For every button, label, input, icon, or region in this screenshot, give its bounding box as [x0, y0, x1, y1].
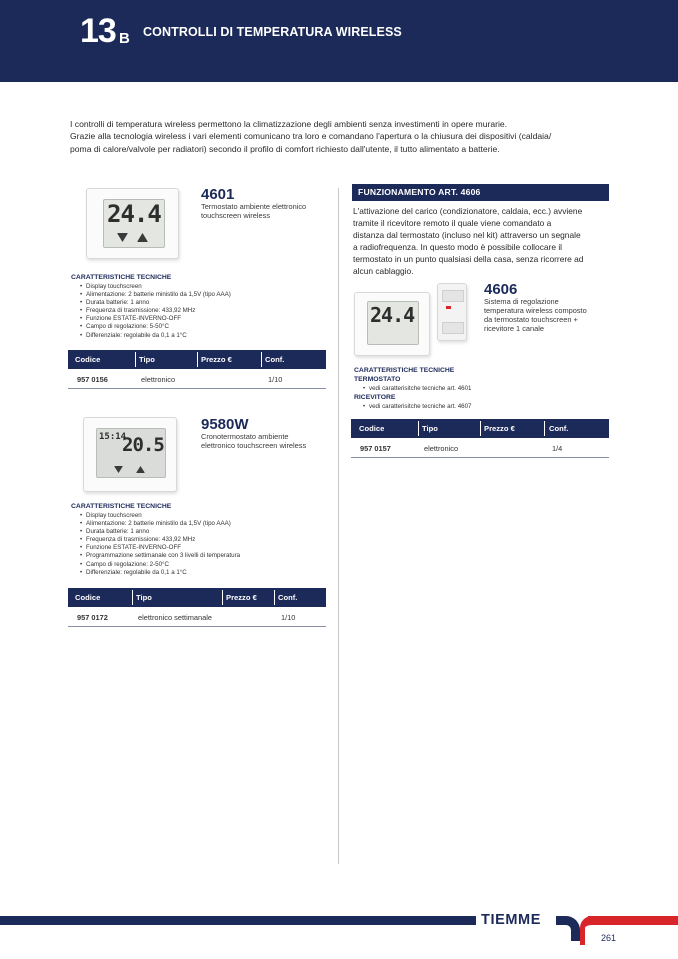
- cell-codice: 957 0157: [360, 444, 391, 453]
- intro-line: I controlli di temperatura wireless permettono la climatizzazione degli ambienti senza investimenti in opere murarie.: [70, 119, 508, 129]
- col-separator: [132, 590, 133, 605]
- receiver-terminal: [442, 322, 464, 334]
- spec-item: • Frequenza di trasmissione: 433,92 MHz: [71, 307, 331, 315]
- desc-line: touchscreen wireless: [201, 211, 271, 220]
- table-rule: [68, 626, 326, 627]
- table-rule: [68, 388, 326, 389]
- spec-item: • Differenziale: regolabile da 0,1 a 1°C: [71, 332, 331, 340]
- intro-line: Grazie alla tecnologia wireless i vari elementi comunicano tra loro e comandano l'apertura o la chiusura dei dispositivi (caldaia/: [70, 131, 552, 142]
- col-separator: [197, 352, 198, 367]
- col-separator: [274, 590, 275, 605]
- desc-line: temperatura wireless composto: [484, 306, 587, 315]
- thermostat-4606-image: [354, 292, 430, 356]
- col-header-conf: Conf.: [278, 593, 298, 602]
- spec-item: • Frequenza di trasmissione: 433,92 MHz: [71, 536, 331, 544]
- specs-list-ricevitore: [354, 403, 604, 411]
- product-desc-4606: [484, 297, 587, 333]
- desc-line: Sistema di regolazione: [484, 297, 559, 306]
- col-header-tipo: Tipo: [422, 424, 438, 433]
- function-line: alcun cablaggio.: [353, 266, 414, 276]
- function-line: L'attivazione del carico (condizionatore, caldaia, ecc.) avviene: [353, 206, 583, 216]
- function-description: [353, 205, 608, 277]
- spec-item: • Campo di regolazione: 5-50°C: [71, 323, 331, 331]
- thermostat-display: 24.4: [370, 303, 415, 327]
- function-line: a radiofrequenza. In questo modo è possibile collocare il: [353, 242, 563, 252]
- cell-conf: 1/4: [552, 444, 563, 453]
- column-divider: [338, 188, 339, 864]
- spec-item: • Display touchscreen: [71, 512, 331, 520]
- section-title: CONTROLLI DI TEMPERATURA WIRELESS: [143, 25, 402, 39]
- product-code-9580w: 9580W: [201, 416, 249, 433]
- cell-codice: 957 0172: [77, 613, 108, 622]
- specs-list-termostato: [354, 385, 604, 393]
- col-separator: [480, 421, 481, 436]
- cell-conf: 1/10: [268, 375, 283, 384]
- thermostat-9580w-image: [83, 417, 177, 492]
- receiver-4606-image: [437, 283, 467, 341]
- col-header-codice: Codice: [75, 593, 101, 602]
- footer-bar-red: [588, 916, 678, 925]
- page-number: 261: [601, 933, 617, 943]
- thermostat-clock: 15:14: [99, 432, 127, 442]
- col-header-tipo: Tipo: [136, 593, 152, 602]
- product-desc-4601: [201, 202, 306, 220]
- section-number: 13: [80, 12, 116, 50]
- specs-subheading-termostato: TERMOSTATO: [354, 376, 401, 383]
- specs-list-9580w: [71, 512, 331, 577]
- receiver-led: [446, 306, 451, 309]
- spec-item: • Alimentazione: 2 batterie ministilo da 1,5V (tipo AAA): [71, 520, 331, 528]
- product-desc-9580w: [201, 432, 306, 450]
- col-separator: [418, 421, 419, 436]
- col-header-conf: Conf.: [265, 355, 285, 364]
- specs-title-9580w: CARATTERISTICHE TECNICHE: [71, 503, 172, 510]
- function-line: tramite il ricevitore remoto il quale viene comandato a: [353, 218, 552, 228]
- spec-item: • Campo di regolazione: 2-50°C: [71, 561, 331, 569]
- cell-conf: 1/10: [281, 613, 296, 622]
- col-header-prezzo: Prezzo €: [484, 424, 515, 433]
- logo-curve-blue: [556, 916, 580, 941]
- intro-paragraph: [70, 118, 615, 155]
- table-rule: [351, 457, 609, 458]
- col-header-tipo: Tipo: [139, 355, 155, 364]
- spec-item: • vedi caratterisitche tecniche art. 4607: [354, 403, 604, 411]
- col-separator: [261, 352, 262, 367]
- page-header: [0, 0, 678, 82]
- logo-curve-red: [580, 916, 594, 945]
- thermostat-display: 20.5: [122, 434, 164, 456]
- col-header-prezzo: Prezzo €: [201, 355, 232, 364]
- footer-bar: [0, 916, 480, 925]
- cell-codice: 957 0156: [77, 375, 108, 384]
- col-header-codice: Codice: [359, 424, 385, 433]
- desc-line: Termostato ambiente elettronico: [201, 202, 307, 211]
- thermostat-display: 24.4: [107, 200, 161, 228]
- desc-line: ricevitore 1 canale: [484, 324, 544, 333]
- price-table-4606: [351, 419, 609, 459]
- spec-item: • Display touchscreen: [71, 283, 331, 291]
- price-table-4601: [68, 350, 326, 390]
- col-header-codice: Codice: [75, 355, 101, 364]
- specs-subheading-ricevitore: RICEVITORE: [354, 394, 396, 401]
- product-code-4606: 4606: [484, 281, 518, 298]
- price-table-9580w: [68, 588, 326, 628]
- product-code-4601: 4601: [201, 186, 235, 203]
- col-header-prezzo: Prezzo €: [226, 593, 257, 602]
- col-separator: [222, 590, 223, 605]
- function-title: FUNZIONAMENTO ART. 4606: [358, 187, 481, 197]
- desc-line: da termostato touchscreen +: [484, 315, 578, 324]
- intro-line: poma di calore/valvole per radiatori) secondo il profilo di comfort richiesto dall'utente, il tutto alimentato a batterie.: [70, 143, 500, 154]
- spec-item: • Durata batterie: 1 anno: [71, 299, 331, 307]
- col-separator: [135, 352, 136, 367]
- function-line: termostato in un punto qualsiasi della casa, senza ricorrere ad: [353, 254, 584, 264]
- function-line: distanza dal termostato (incluso nel kit) attraverso un segnale: [353, 230, 581, 240]
- cell-tipo: elettronico settimanale: [138, 613, 212, 622]
- spec-item: • Programmazione settimanale con 3 livelli di temperatura: [71, 552, 331, 560]
- spec-item: • Funzione ESTATE-INVERNO-OFF: [71, 544, 331, 552]
- spec-item: • vedi caratterisitche tecniche art. 4601: [354, 385, 604, 393]
- specs-title-4601: CARATTERISTICHE TECNICHE: [71, 274, 172, 281]
- thermostat-4601-image: [86, 188, 179, 259]
- specs-list-4601: [71, 283, 331, 340]
- desc-line: Cronotermostato ambiente: [201, 432, 289, 441]
- desc-line: elettronico touchscreen wireless: [201, 441, 307, 450]
- section-letter: B: [119, 30, 130, 47]
- col-separator: [544, 421, 545, 436]
- spec-item: • Durata batterie: 1 anno: [71, 528, 331, 536]
- spec-item: • Funzione ESTATE-INVERNO-OFF: [71, 315, 331, 323]
- specs-title-4606: CARATTERISTICHE TECNICHE: [354, 367, 455, 374]
- cell-tipo: elettronico: [141, 375, 176, 384]
- receiver-terminal: [442, 290, 464, 302]
- cell-tipo: elettronico: [424, 444, 459, 453]
- brand-logo: TIEMME: [481, 912, 541, 928]
- spec-item: • Alimentazione: 2 batterie ministilo da 1,5V (tipo AAA): [71, 291, 331, 299]
- col-header-conf: Conf.: [549, 424, 569, 433]
- spec-item: • Differenziale: regolabile da 0,1 a 1°C: [71, 569, 331, 577]
